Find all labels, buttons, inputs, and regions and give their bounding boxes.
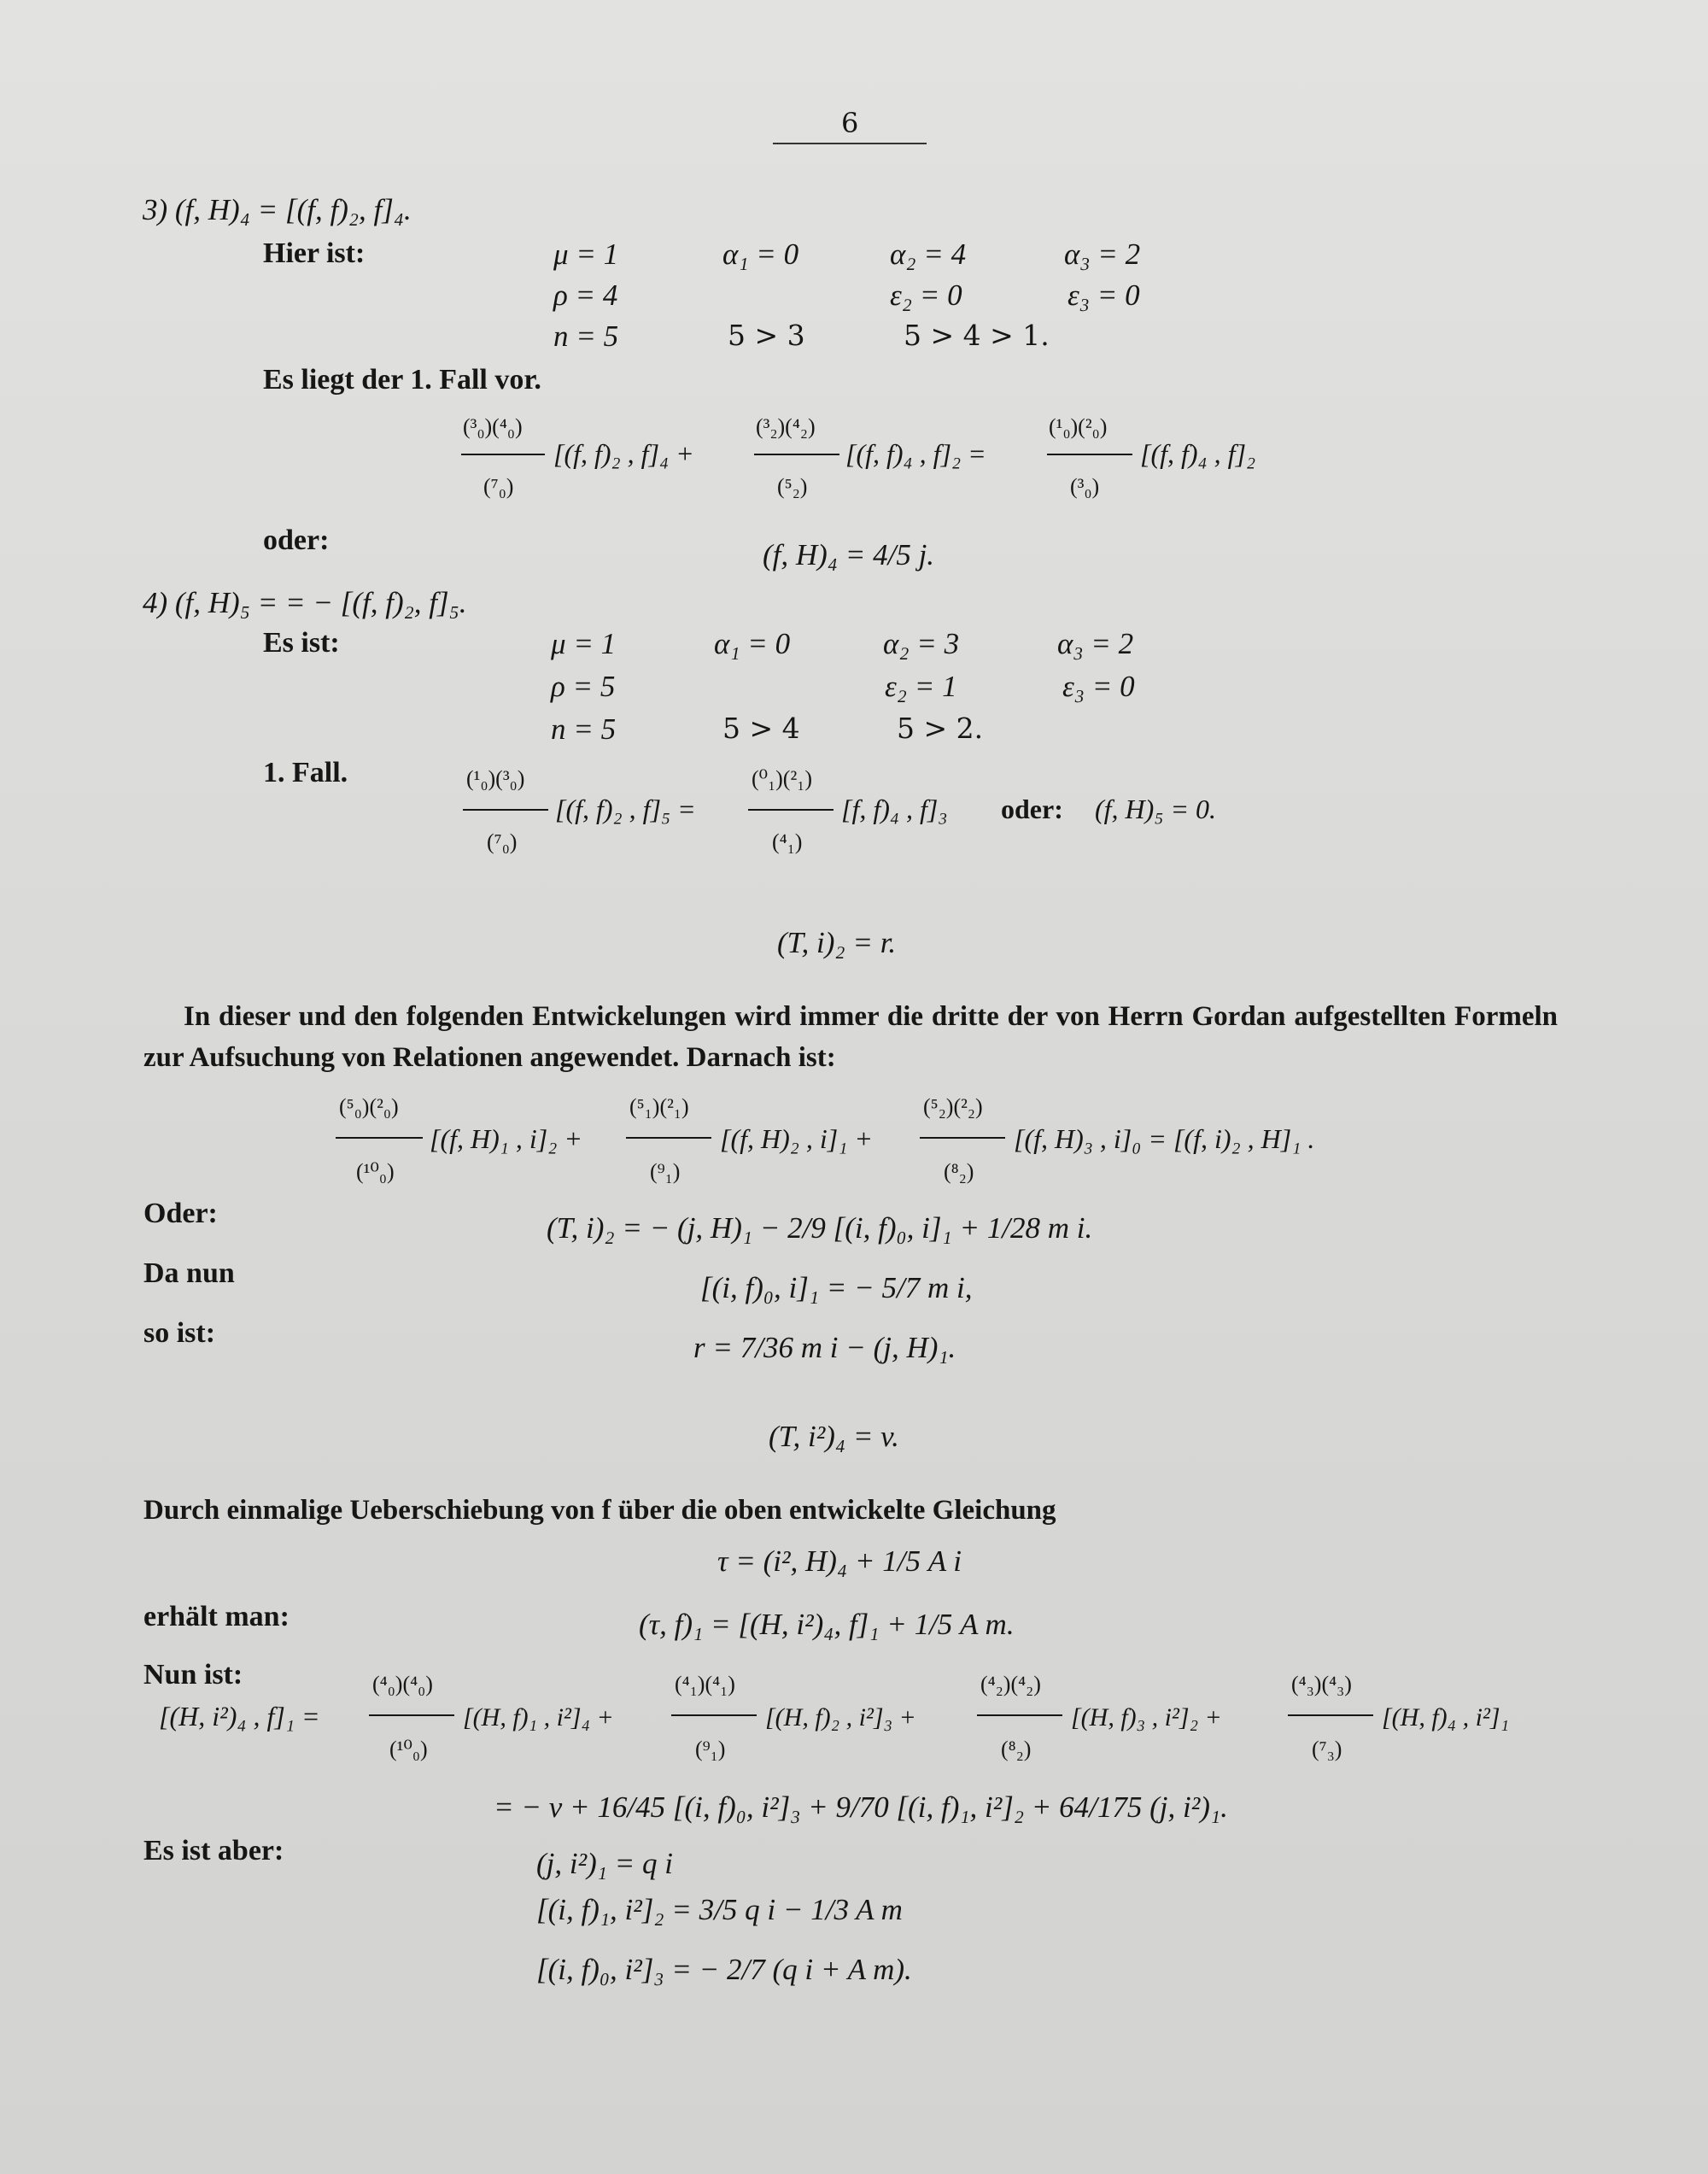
section-3-heading: 3) (f, H)₄ = [(f, f)₂, f]₄.	[143, 193, 412, 226]
section-v-paragraph: Durch einmalige Ueberschiebung von f über die oben entwickelte Gleichung	[143, 1495, 1056, 1526]
svg-text:(¹₀)(³₀): (¹₀)(³₀)	[466, 766, 525, 791]
svg-text:[(H, f)₄ , i²]₁: [(H, f)₄ , i²]₁	[1382, 1703, 1510, 1732]
s3-alpha1: α₁ = 0	[722, 237, 799, 271]
tau-equation: τ = (i², H)₄ + 1/5 A i	[717, 1544, 962, 1578]
s4-n: n = 5	[551, 712, 617, 746]
svg-text:(⁴₁)(⁴₁): (⁴₁)(⁴₁)	[675, 1672, 735, 1696]
svg-text:(⁸₂): (⁸₂)	[1001, 1737, 1032, 1761]
svg-text:(¹⁰₀): (¹⁰₀)	[389, 1737, 428, 1761]
section-v-title: (T, i²)₄ = v.	[769, 1420, 899, 1453]
s3-ineq1: 5 > 3	[728, 319, 805, 352]
s3-alpha3: α₃ = 2	[1064, 237, 1141, 271]
s4-ineq1: 5 > 4	[722, 712, 800, 745]
s3-alpha2: α₂ = 4	[890, 237, 967, 271]
fall-label: Es liegt der 1. Fall vor.	[263, 364, 541, 396]
svg-text:[(f, f)₄ , f]₂ =: [(f, f)₄ , f]₂ =	[845, 438, 986, 469]
section-3-equation	[444, 401, 1298, 521]
svg-text:[(f, f)₂ , f]₅ =: [(f, f)₂ , f]₅ =	[555, 794, 696, 824]
s4-alpha1: α₁ = 0	[714, 627, 791, 660]
svg-text:(⁷₃): (⁷₃)	[1312, 1737, 1342, 1761]
section-4-heading: 4) (f, H)₅ = = − [(f, f)₂, f]₅.	[143, 586, 467, 619]
section-r-equation	[329, 1078, 1439, 1206]
aber-equation-2: [(i, f)₁, i²]₂ = 3/5 q i − 1/3 A m	[536, 1893, 903, 1926]
svg-text:(⁴₁): (⁴₁)	[772, 829, 803, 854]
header-rule	[773, 143, 927, 144]
svg-text:(f, H)₅ = 0.: (f, H)₅ = 0.	[1095, 794, 1217, 824]
svg-text:(⁴₀)(⁴₀): (⁴₀)(⁴₀)	[372, 1672, 433, 1696]
es-ist-aber-label: Es ist aber:	[143, 1835, 284, 1866]
svg-text:(³₀): (³₀)	[1070, 474, 1100, 499]
svg-text:(⁵₂)(²₂): (⁵₂)(²₂)	[923, 1094, 983, 1119]
svg-text:(⁵₀)(²₀): (⁵₀)(²₀)	[339, 1094, 399, 1119]
hier-ist-label: Hier ist:	[263, 237, 366, 269]
svg-text:(⁵₂): (⁵₂)	[777, 474, 808, 499]
svg-text:[(f, H)₂ , i]₁ +: [(f, H)₂ , i]₁ +	[720, 1123, 873, 1154]
s4-alpha3: α₃ = 2	[1057, 627, 1134, 660]
s3-rho: ρ = 4	[553, 278, 618, 312]
section-4-equation	[453, 752, 1307, 871]
aber-equation-3: [(i, f)₀, i²]₃ = − 2/7 (q i + A m).	[536, 1953, 912, 1986]
oder-equation: (T, i)₂ = − (j, H)₁ − 2/9 [(i, f)₀, i]₁ + 1/28 m i.	[547, 1211, 1093, 1245]
aber-equation-1: (j, i²)₁ = q i	[536, 1847, 674, 1880]
s4-mu: μ = 1	[551, 627, 617, 660]
s4-rho: ρ = 5	[551, 670, 616, 703]
page-number: 6	[841, 107, 859, 139]
so-ist-equation: r = 7/36 m i − (j, H)₁.	[693, 1331, 956, 1364]
s4-ineq2: 5 > 2.	[897, 712, 984, 745]
svg-text:[(H, f)₃ , i²]₂ +: [(H, f)₃ , i²]₂ +	[1071, 1703, 1222, 1732]
svg-text:[(H, f)₁ , i²]₄ +: [(H, f)₁ , i²]₄ +	[463, 1703, 614, 1732]
s3-n: n = 5	[553, 319, 619, 353]
svg-text:(⁰₁)(²₁): (⁰₁)(²₁)	[752, 766, 812, 791]
erhaelt-man-label: erhält man:	[143, 1601, 290, 1632]
oder-label: oder:	[263, 524, 330, 556]
s4-alpha2: α₂ = 3	[883, 627, 960, 660]
s4-eps3: ε₃ = 0	[1062, 670, 1135, 703]
s3-mu: μ = 1	[553, 237, 619, 271]
svg-text:(⁴₂)(⁴₂): (⁴₂)(⁴₂)	[980, 1672, 1041, 1696]
section-r-title: (T, i)₂ = r.	[777, 926, 897, 959]
es-ist-label: Es ist:	[263, 627, 340, 659]
so-ist-label: so ist:	[143, 1317, 216, 1349]
svg-text:[(f, H)₁ , i]₂ +: [(f, H)₁ , i]₂ +	[430, 1123, 582, 1154]
da-nun-label: Da nun	[143, 1257, 235, 1289]
svg-text:[f, f)₄ , f]₃: [f, f)₄ , f]₃	[841, 794, 948, 824]
svg-text:(⁴₃)(⁴₃): (⁴₃)(⁴₃)	[1291, 1672, 1352, 1696]
nun-ist-label: Nun ist:	[143, 1659, 243, 1691]
svg-text:[(f, f)₂ , f]₄ +: [(f, f)₂ , f]₄ +	[553, 438, 694, 469]
section-r-paragraph: In dieser und den folgenden Entwickelungen wird immer die dritte der von Herrn Gordan aufgestellten Formeln zur Aufsuchung von Relationen angewendet. Darnach ist:	[143, 1001, 1558, 1073]
oder-label-2: Oder:	[143, 1198, 218, 1229]
svg-text:[(f, f)₄ , f]₂: [(f, f)₄ , f]₂	[1140, 438, 1256, 469]
svg-text:(⁵₁)(²₁): (⁵₁)(²₁)	[629, 1094, 689, 1119]
nun-ist-continuation: = − v + 16/45 [(i, f)₀, i²]₃ + 9/70 [(i, f)₁, i²]₂ + 64/175 (j, i²)₁.	[494, 1790, 1228, 1824]
s3-eps2: ε₂ = 0	[890, 278, 962, 312]
section-3-result: (f, H)₄ = 4/5 j.	[763, 538, 935, 571]
svg-text:(¹₀)(²₀): (¹₀)(²₀)	[1049, 414, 1108, 439]
erhaelt-man-equation: (τ, f)₁ = [(H, i²)₄, f]₁ + 1/5 A m.	[639, 1608, 1015, 1641]
s4-eps2: ε₂ = 1	[885, 670, 957, 703]
fall-1-label: 1. Fall.	[263, 757, 348, 788]
svg-text:(¹⁰₀): (¹⁰₀)	[356, 1159, 395, 1184]
svg-text:[(H, f)₂ , i²]₃ +: [(H, f)₂ , i²]₃ +	[765, 1703, 916, 1732]
svg-text:[(H, i²)₄ , f]₁ =: [(H, i²)₄ , f]₁ =	[159, 1701, 320, 1732]
s3-eps3: ε₃ = 0	[1068, 278, 1140, 312]
svg-text:[(f, H)₃ , i]₀ = [(f, i)₂ , H]: [(f, H)₃ , i]₀ = [(f, i)₂ , H]₁ .	[1014, 1123, 1315, 1154]
svg-text:oder:: oder:	[1001, 794, 1063, 824]
svg-text:(⁷₀): (⁷₀)	[483, 474, 514, 499]
nun-ist-equation	[159, 1659, 1559, 1787]
s3-ineq2: 5 > 4 > 1.	[904, 319, 1050, 352]
svg-text:(⁸₂): (⁸₂)	[944, 1159, 974, 1184]
svg-text:(³₂)(⁴₂): (³₂)(⁴₂)	[756, 414, 816, 439]
svg-text:(⁹₁): (⁹₁)	[695, 1737, 726, 1761]
svg-text:(⁷₀): (⁷₀)	[487, 829, 518, 854]
svg-text:(³₀)(⁴₀): (³₀)(⁴₀)	[463, 414, 523, 439]
da-nun-equation: [(i, f)₀, i]₁ = − 5/7 m i,	[700, 1271, 973, 1304]
svg-text:(⁹₁): (⁹₁)	[650, 1159, 681, 1184]
